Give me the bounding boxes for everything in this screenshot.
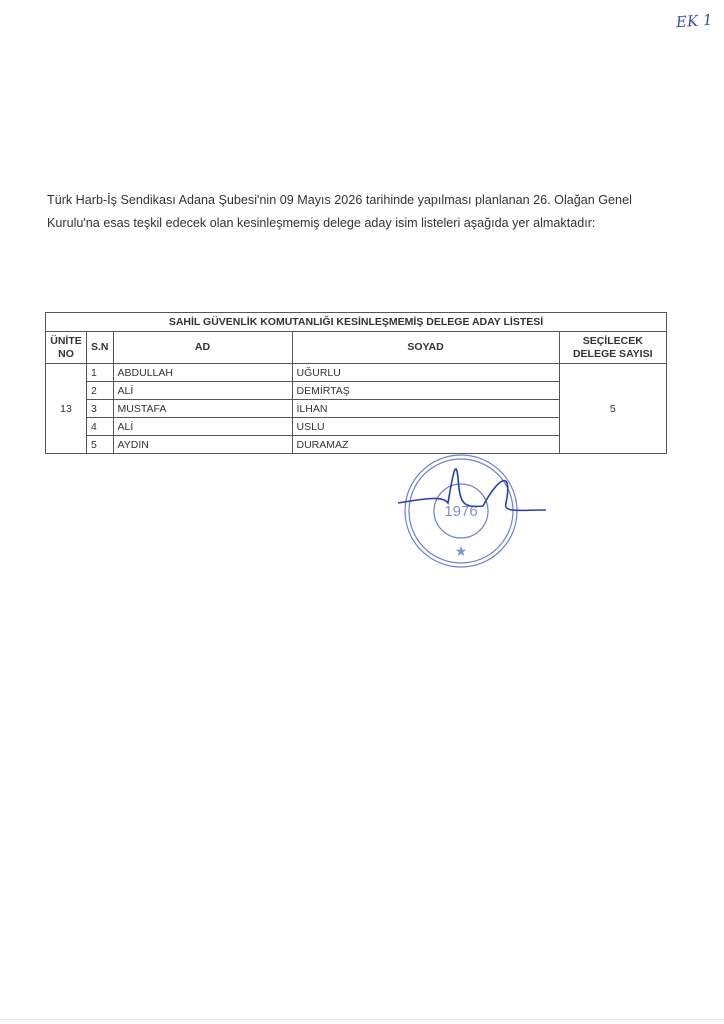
sn: 3 [87, 400, 114, 418]
intro-paragraph: Türk Harb-İş Sendikası Adana Şubesi'nin 09 Mayıs 2026 tarihinde yapılması planlanan 26. Olağan Genel Kurulu'na esas teşkil edecek olan kesinleşmemiş delege aday isim listeleri aşağıda yer almaktadır: [47, 192, 632, 230]
sn: 2 [87, 382, 114, 400]
table-row [46, 364, 667, 382]
delegate-table [45, 312, 667, 454]
union-stamp-with-signature [388, 448, 548, 573]
header-count: SEÇİLECEK DELEGE SAYISI [559, 332, 666, 364]
soyad: İLHAN [292, 400, 559, 418]
ad: AYDIN [113, 436, 292, 454]
svg-text:★: ★ [454, 543, 468, 559]
ad: MUSTAFA [113, 400, 292, 418]
ad: ALİ [113, 382, 292, 400]
soyad: DEMİRTAŞ [292, 382, 559, 400]
header-sn: S.N [87, 332, 114, 364]
header-unit: ÜNİTE NO [46, 332, 87, 364]
header-soyad: SOYAD [292, 332, 559, 364]
ad: ALİ [113, 418, 292, 436]
ad: ABDULLAH [113, 364, 292, 382]
page-edge [0, 1019, 724, 1020]
soyad: USLU [292, 418, 559, 436]
soyad: UĞURLU [292, 364, 559, 382]
sn: 4 [87, 418, 114, 436]
soyad: DURAMAZ [292, 436, 559, 454]
unit-no: 13 [46, 364, 87, 454]
delegate-count: 5 [559, 364, 666, 454]
table-title: SAHİL GÜVENLİK KOMUTANLIĞI KESİNLEŞMEMİŞ DELEGE ADAY LİSTESİ [46, 313, 667, 332]
header-ad: AD [113, 332, 292, 364]
handwritten-annotation: EK 1 [675, 10, 714, 32]
sn: 1 [87, 364, 114, 382]
sn: 5 [87, 436, 114, 454]
svg-text:1976: 1976 [444, 503, 478, 520]
